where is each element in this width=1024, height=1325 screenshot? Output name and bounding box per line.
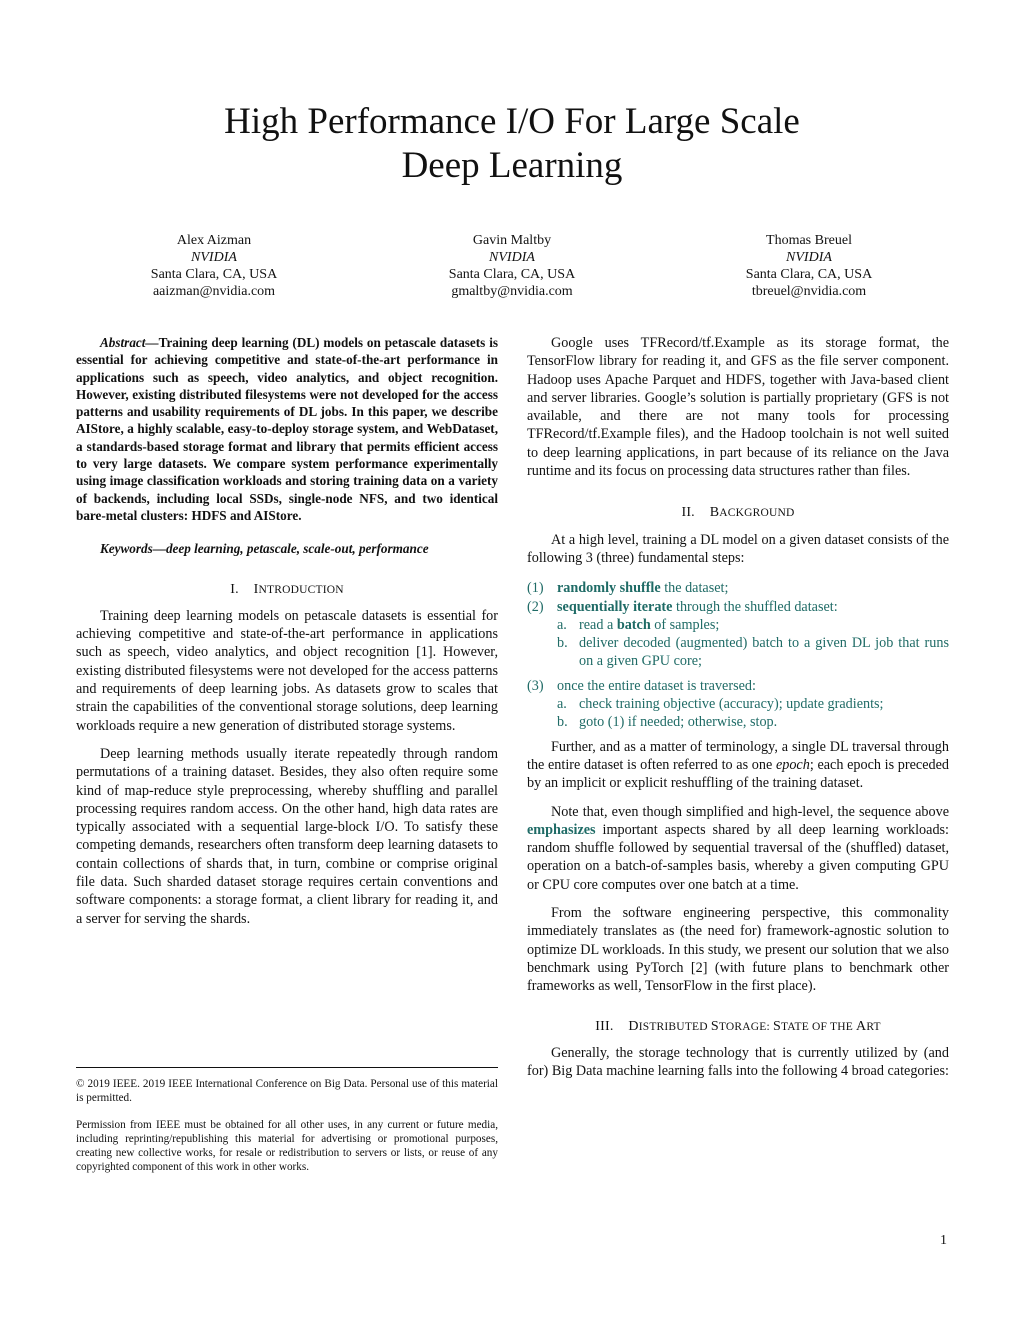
author-name: Alex Aizman xyxy=(176,233,252,248)
section-number: II. xyxy=(681,505,695,521)
substep-letter: a. xyxy=(557,616,567,633)
step-1 xyxy=(527,579,949,597)
step-number: (1) xyxy=(527,580,544,597)
storage-categories-paragraph: Generally, the storage technology that is currently utilized by (and for) Big Data machine learning falls into the following 4 broad categories: xyxy=(527,1044,949,1080)
step-2 xyxy=(527,598,949,616)
author-3 xyxy=(689,232,929,300)
paragraph-text: Further, and as a matter of terminology, a single DL traversal through the entire dataset is often referred to as one xyxy=(527,738,949,773)
paragraph-text: important aspects shared by all deep learning workloads: random shuffle followed by sequential traversal of the (shuffled) dataset, operation on a batch-of-samples basis, whereby a given computing GPU or CPU core computes over one batch at a time. xyxy=(527,821,949,893)
step-3a xyxy=(527,695,949,713)
section-initial: A xyxy=(856,1018,867,1034)
author-email: tbreuel@nvidia.com xyxy=(751,284,867,299)
step-number: (2) xyxy=(527,598,544,615)
paragraph-text: ; each epoch is preceded by an implicit or explicit reshuffling of the training dataset. xyxy=(527,756,949,792)
substep-text: deliver decoded (augmented) batch to a given DL job that runs on a given GPU core; xyxy=(579,635,949,670)
paragraph-text: Note that, even though simplified and high-level, the sequence above xyxy=(551,803,949,820)
author-location: Santa Clara, CA, USA xyxy=(745,267,873,282)
training-steps-list xyxy=(527,579,949,731)
section-initial: S xyxy=(710,1018,719,1034)
author-location: Santa Clara, CA, USA xyxy=(448,267,576,282)
background-paragraph-4: From the software engineering perspective, this commonality immediately translates as (the need for) framework-agnostic solution to optimize DL workloads. In this study, we present our solution that we also benchmark using PyTorch [2] (with future plans to benchmark other frameworks as well, TensorFlow in the first place). xyxy=(527,905,949,995)
section-number: III. xyxy=(595,1018,614,1034)
step-text: once the entire dataset is traversed: xyxy=(557,677,756,694)
abstract xyxy=(76,334,498,524)
section-initial: I xyxy=(253,581,259,597)
intro-paragraph-2: Deep learning methods usually iterate repeatedly through random permutations of a training dataset. Besides, they also often require some kind of map-reduce style preprocessing, whereby shuffling and parallel processing requires random access. On the other hand, high data rates are typically associated with a sequential large-block I/O. To satisfy these competing demands, researchers often transform deep learning datasets to contain collections of shards that, in turn, combine or comprise original file data. Such sharded dataset storage requires certain conventions and software components: a storage format, a client library for reading it, and a server for serving the shards. xyxy=(76,745,498,927)
section-number: I. xyxy=(230,581,239,597)
background-paragraph-3 xyxy=(527,803,949,894)
footnote-copyright: © 2019 IEEE. 2019 IEEE International Conference on Big Data. Personal use of this material is permitted. xyxy=(76,1078,498,1104)
storage-formats-paragraph: Google uses TFRecord/tf.Example as its storage format, the TensorFlow library for reading it, and GFS as the file server component. Hadoop uses Apache Parquet and HDFS, together with Java-based client and server libraries. Google’s solution is partially proprietary (GFS is not available, and there are not many tools for processing TFRecord/tf.Example files), and the Hadoop toolchain is not well suited to deep learning applications, in part because of its reliance on the Java runtime and its focus on processing data structures rather than files. xyxy=(527,335,949,480)
abstract-text: Training deep learning (DL) models on petascale datasets is essential for achieving competitive and state-of-the-art performance in applications such as speech, video analytics, and object recognition. However, existing distributed filesystems were not developed for the access patterns and usability requirements of DL jobs. In this paper, we describe AIStore, a highly scalable, easy-to-deploy storage system, and WebDataset, a standards-based storage format and library that permits efficient access to very large datasets. We compare system performance experimentally using image classification workloads and storing training data on a variety of backends, including local SSDs, single-node NFS, and two identical bare-metal clusters: HDFS and AIStore. xyxy=(76,335,498,523)
section-rest: TORAGE: xyxy=(718,1020,773,1033)
substep-letter: a. xyxy=(557,696,567,713)
author-1 xyxy=(94,232,334,300)
section-rest: NTRODUCTION xyxy=(258,583,344,596)
left-column xyxy=(76,334,498,928)
section-rest: ACKGROUND xyxy=(719,507,795,520)
author-name: Thomas Breuel xyxy=(766,233,852,248)
substep-text: goto (1) if needed; otherwise, stop. xyxy=(579,714,778,731)
section-rest: RT xyxy=(866,1020,881,1033)
step-2a xyxy=(527,616,949,634)
substep-text: check training objective (accuracy); update gradients; xyxy=(579,696,884,713)
abstract-lead: Abstract— xyxy=(100,335,159,350)
author-2 xyxy=(392,232,632,300)
page-number: 1 xyxy=(940,1233,947,1248)
author-email: aaizman@nvidia.com xyxy=(152,284,276,299)
step-emphasis: randomly shuffle xyxy=(557,580,661,597)
step-2b xyxy=(527,634,949,671)
section-rest: ISTRIBUTED xyxy=(638,1020,711,1033)
section-rest: TATE OF THE xyxy=(780,1020,857,1033)
title-line-1: High Performance I/O For Large Scale xyxy=(224,101,800,142)
step-text: through the shuffled dataset: xyxy=(672,598,838,615)
footnote-divider xyxy=(76,1067,498,1068)
author-name: Gavin Maltby xyxy=(472,233,552,248)
section-initial: S xyxy=(772,1018,781,1034)
section-initial: D xyxy=(628,1018,639,1034)
emphasizes-term: emphasizes xyxy=(527,821,596,838)
section-heading-distributed-storage xyxy=(527,1018,949,1036)
section-heading-background xyxy=(527,504,949,522)
background-paragraph-1: At a high level, training a DL model on a given dataset consists of the following 3 (three) fundamental steps: xyxy=(527,531,949,566)
intro-paragraph-1: Training deep learning models on petascale datasets is essential for achieving competitive and state-of-the-art performance in applications such as speech, video analytics, and object recognition [1]. However, existing distributed filesystems were not developed for the access patterns and requirements of deep learning jobs. As datasets grow to scales that strain the capabilities of the conventional storage solutions, deep learning workloads require a new generation of distributed storage systems. xyxy=(76,607,498,734)
substep-text: read a xyxy=(579,616,617,633)
footnote-permission: Permission from IEEE must be obtained for all other uses, in any current or future media, including reprinting/republishing this material for advertising or promotional purposes, creating new collective works, for resale or redistribution to servers or lists, or reuse of any copyrighted component of this work in other works. xyxy=(76,1119,498,1173)
section-heading-introduction xyxy=(76,581,498,599)
keywords: Keywords—deep learning, petascale, scale-out, performance xyxy=(100,541,429,557)
step-3b xyxy=(527,713,949,731)
step-emphasis: sequentially iterate xyxy=(557,598,673,615)
section-initial: B xyxy=(709,505,720,521)
author-affiliation: NVIDIA xyxy=(786,250,832,265)
author-affiliation: NVIDIA xyxy=(191,250,237,265)
author-email: gmaltby@nvidia.com xyxy=(451,284,573,299)
substep-letter: b. xyxy=(557,635,568,652)
author-affiliation: NVIDIA xyxy=(489,250,535,265)
paper-title xyxy=(112,100,912,188)
step-text: the dataset; xyxy=(660,580,729,597)
author-location: Santa Clara, CA, USA xyxy=(150,267,278,282)
step-number: (3) xyxy=(527,677,544,694)
step-3 xyxy=(527,677,949,695)
substep-text: of samples; xyxy=(650,616,720,633)
right-column xyxy=(527,334,949,1080)
title-line-2: Deep Learning xyxy=(401,145,623,186)
background-paragraph-2 xyxy=(527,738,949,793)
substep-letter: b. xyxy=(557,714,568,731)
epoch-term: epoch xyxy=(775,756,810,773)
substep-emphasis: batch xyxy=(616,616,651,633)
